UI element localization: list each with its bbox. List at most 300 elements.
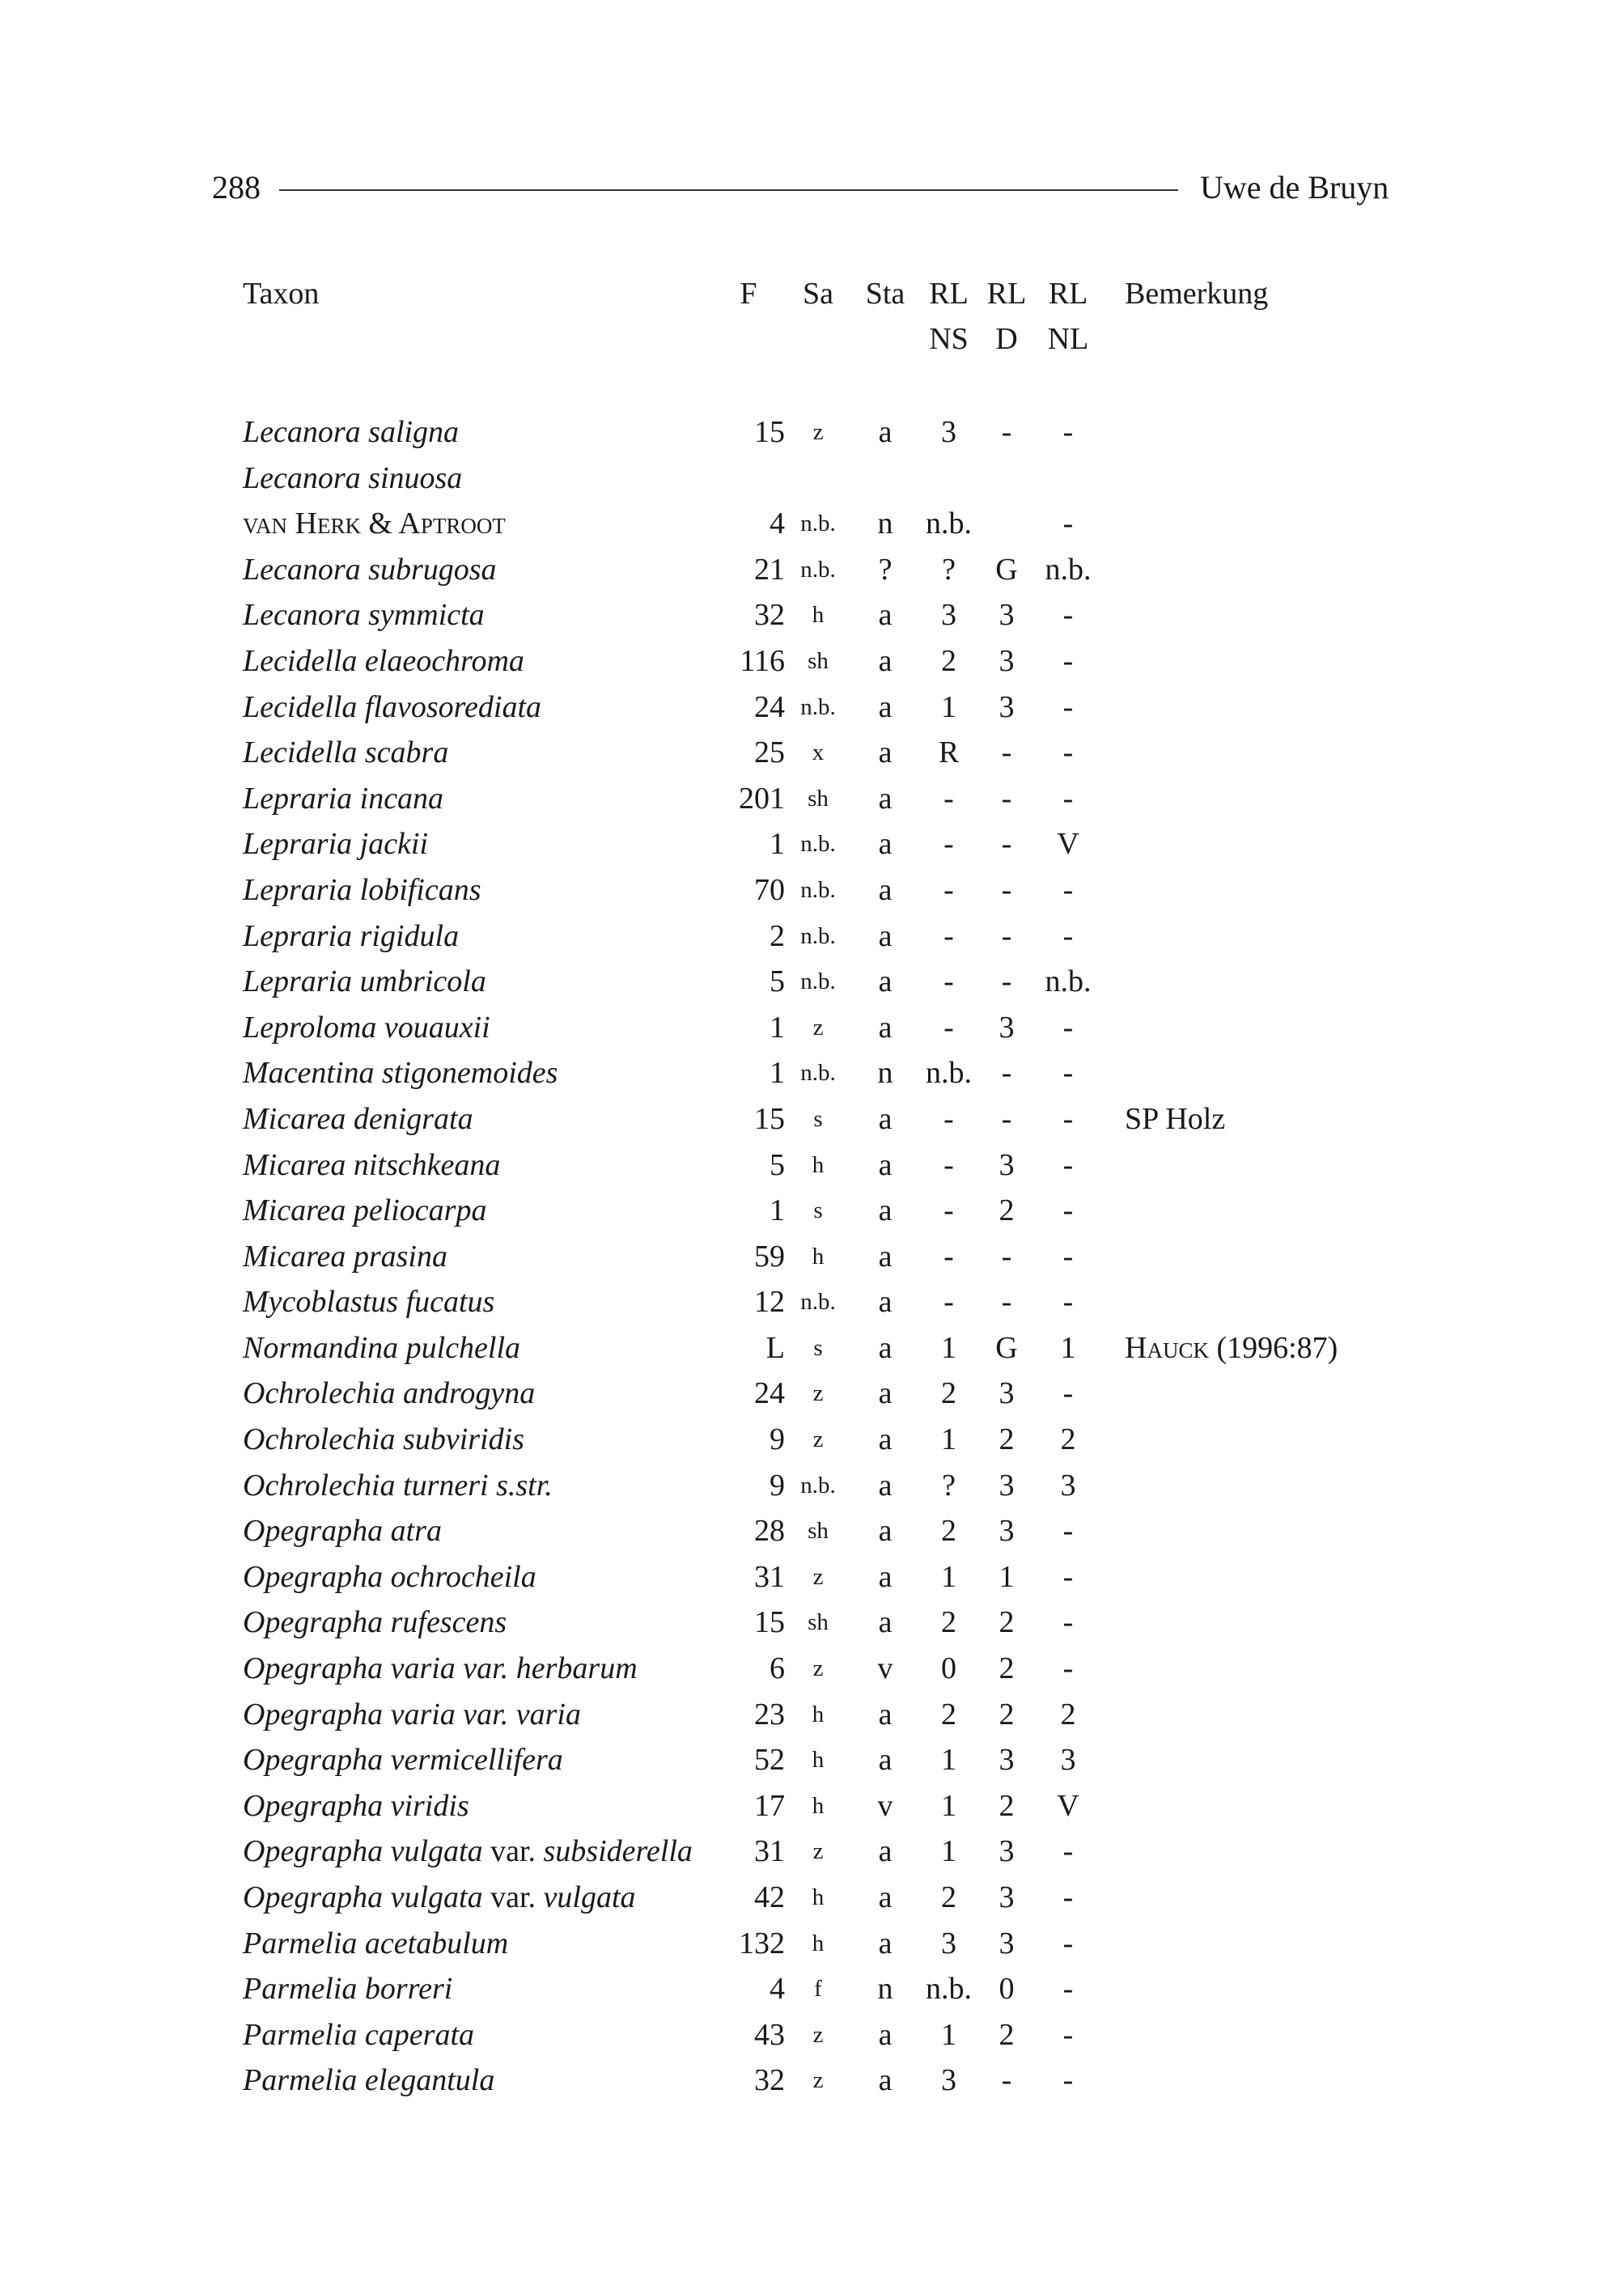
- taxon-name-part: Opegrapha atra: [243, 1514, 442, 1549]
- table-row: [0, 1508, 1624, 1554]
- table-row: [0, 1875, 1624, 1921]
- cell-rl-ns: -: [943, 1010, 954, 1045]
- taxon-name: [243, 1554, 536, 1600]
- cell-sa: h: [812, 1151, 825, 1178]
- taxon-name: [243, 1600, 507, 1646]
- cell-rl-nl: n.b.: [1045, 552, 1092, 587]
- cell-f: 2: [770, 918, 785, 953]
- taxon-name: [243, 1371, 535, 1417]
- cell-sta: a: [878, 964, 893, 999]
- cell-rl-d: -: [1001, 1056, 1012, 1091]
- taxon-name: [243, 1966, 452, 2012]
- cell-f: 1: [770, 1193, 785, 1228]
- taxon-name-part: Lecanora sinuosa: [243, 460, 463, 495]
- cell-rl-d: 3: [999, 689, 1015, 724]
- cell-f: 17: [754, 1788, 785, 1823]
- cell-sta: a: [878, 735, 893, 770]
- cell-rl-d: -: [1001, 918, 1012, 953]
- remark-part: SP Holz: [1125, 1101, 1226, 1136]
- cell-rl-ns: -: [943, 1285, 954, 1320]
- cell-sa: n.b.: [800, 511, 836, 537]
- column-header-f: F: [740, 277, 757, 311]
- cell-rl-nl: -: [1062, 1010, 1074, 1045]
- cell-f: 201: [739, 781, 785, 816]
- cell-rl-d: G: [995, 1330, 1018, 1365]
- table-row: [0, 1005, 1624, 1051]
- cell-sa: sh: [808, 1518, 829, 1545]
- header-rule: [279, 189, 1178, 191]
- cell-f: 21: [754, 552, 785, 587]
- cell-sa: n.b.: [800, 922, 836, 949]
- cell-rl-ns: -: [943, 1239, 954, 1274]
- cell-rl-nl: 2: [1060, 1422, 1076, 1457]
- cell-rl-d: -: [1001, 827, 1012, 862]
- taxon-name-part: Lepraria umbricola: [243, 964, 486, 999]
- table-row: [0, 1463, 1624, 1509]
- taxon-name: [243, 1829, 693, 1875]
- taxon-name-part: Opegrapha rufescens: [243, 1605, 507, 1640]
- taxon-name-part: Parmelia acetabulum: [243, 1926, 509, 1960]
- table-row: [0, 501, 1624, 547]
- cell-sta: n: [877, 1972, 893, 2007]
- table-row: [0, 867, 1624, 913]
- cell-f: 5: [770, 964, 785, 999]
- cell-sa: h: [812, 1792, 825, 1819]
- cell-rl-d: -: [1001, 415, 1012, 449]
- cell-sa: z: [812, 1655, 824, 1682]
- cell-rl-ns: 1: [941, 1330, 956, 1365]
- taxon-name: [243, 1005, 490, 1051]
- cell-rl-nl: -: [1062, 1605, 1074, 1640]
- running-head: Uwe de Bruyn: [1200, 169, 1389, 206]
- taxon-name: [243, 2012, 474, 2058]
- cell-sta: a: [878, 1239, 893, 1274]
- cell-rl-d: -: [1001, 872, 1012, 907]
- cell-rl-nl: -: [1062, 1101, 1074, 1136]
- cell-rl-nl: -: [1062, 1651, 1074, 1686]
- cell-rl-ns: 0: [941, 1651, 956, 1686]
- cell-rl-nl: -: [1062, 689, 1074, 724]
- taxon-name-part: Macentina stigonemoides: [243, 1056, 558, 1091]
- cell-sta: a: [878, 1330, 893, 1365]
- table-row: [0, 730, 1624, 776]
- table-row: [0, 913, 1624, 960]
- taxon-name: [243, 685, 541, 731]
- cell-rl-ns: n.b.: [926, 506, 972, 541]
- taxon-name-part: Lecanora saligna: [243, 415, 460, 449]
- cell-sta: a: [878, 1559, 893, 1594]
- cell-sta: a: [878, 643, 893, 678]
- cell-rl-nl: -: [1062, 1285, 1074, 1320]
- table-row: [0, 1554, 1624, 1600]
- cell-sta: a: [878, 1743, 893, 1778]
- cell-rl-nl: -: [1062, 1056, 1074, 1091]
- cell-rl-d: 2: [999, 1605, 1015, 1640]
- table-row: [0, 1234, 1624, 1280]
- cell-rl-ns: 2: [941, 1514, 956, 1549]
- taxon-name: [243, 776, 443, 822]
- remark: [1125, 1325, 1338, 1371]
- cell-f: 28: [754, 1514, 785, 1549]
- table-row: [0, 1921, 1624, 1967]
- taxon-name: [243, 501, 506, 547]
- cell-rl-nl: 2: [1060, 1697, 1076, 1731]
- cell-rl-nl: n.b.: [1045, 964, 1092, 999]
- taxon-name-part: Ochrolechia androgyna: [243, 1376, 536, 1411]
- taxon-name: [243, 456, 462, 502]
- taxon-name: [243, 1463, 553, 1509]
- table-row: [0, 638, 1624, 685]
- cell-rl-nl: V: [1057, 827, 1079, 862]
- cell-sta: n: [877, 506, 893, 541]
- cell-rl-ns: 2: [941, 1697, 956, 1731]
- cell-f: 12: [754, 1285, 785, 1320]
- cell-sa: h: [812, 1930, 825, 1956]
- cell-rl-ns: R: [938, 735, 960, 770]
- table-row: [0, 409, 1624, 456]
- cell-f: 15: [754, 1101, 785, 1136]
- table-row: [0, 592, 1624, 638]
- cell-rl-d: 3: [999, 1514, 1015, 1549]
- cell-rl-ns: -: [943, 918, 954, 953]
- cell-sa: s: [813, 1105, 823, 1132]
- cell-sa: z: [812, 1014, 824, 1041]
- taxon-name-part: Parmelia caperata: [243, 2017, 475, 2052]
- cell-rl-d: 2: [999, 1697, 1015, 1731]
- cell-rl-nl: -: [1062, 1376, 1074, 1411]
- table-row: [0, 1096, 1624, 1142]
- cell-sa: n.b.: [800, 1060, 836, 1087]
- cell-sta: a: [878, 1193, 893, 1228]
- cell-rl-ns: 2: [941, 1605, 956, 1640]
- taxon-name-part: Lecidella elaeochroma: [243, 643, 524, 678]
- cell-f: 4: [770, 506, 785, 541]
- taxon-name: [243, 1050, 558, 1096]
- table-row: [0, 1050, 1624, 1096]
- cell-sta: a: [878, 1514, 893, 1549]
- table-row: [0, 1600, 1624, 1646]
- taxon-name-part: Lecanora symmicta: [243, 598, 485, 633]
- cell-rl-d: 3: [999, 598, 1015, 633]
- taxon-name-part: Micarea denigrata: [243, 1101, 473, 1136]
- page-number: 288: [212, 169, 261, 206]
- taxon-name-part: Opegrapha vulgata: [243, 1834, 483, 1869]
- cell-sa: sh: [808, 647, 829, 674]
- column-header-rl-d: RL D: [986, 277, 1027, 356]
- cell-f: 43: [754, 2017, 785, 2052]
- cell-f: 1: [770, 1056, 785, 1091]
- cell-rl-nl: -: [1062, 1834, 1074, 1869]
- taxon-name: [243, 592, 485, 638]
- cell-rl-nl: -: [1062, 1514, 1074, 1549]
- cell-rl-nl: 3: [1060, 1743, 1076, 1778]
- cell-sa: z: [812, 1426, 824, 1453]
- cell-f: 52: [754, 1743, 785, 1778]
- cell-rl-ns: 3: [941, 415, 956, 449]
- cell-sta: n: [877, 1056, 893, 1091]
- cell-f: 6: [770, 1651, 785, 1686]
- cell-sa: n.b.: [800, 693, 836, 720]
- cell-sta: a: [878, 827, 893, 862]
- cell-f: 1: [770, 827, 785, 862]
- taxon-name: [243, 1508, 442, 1554]
- taxon-name: [243, 959, 486, 1005]
- cell-sa: n.b.: [800, 556, 836, 583]
- cell-rl-d: G: [995, 552, 1018, 587]
- cell-sta: a: [878, 415, 893, 449]
- cell-rl-d: 3: [999, 1880, 1015, 1914]
- cell-sa: sh: [808, 1609, 829, 1636]
- cell-rl-nl: -: [1062, 415, 1074, 449]
- cell-rl-ns: -: [943, 1101, 954, 1136]
- cell-rl-ns: 3: [941, 598, 956, 633]
- taxon-table: [0, 409, 1624, 2104]
- taxon-name: [243, 867, 481, 913]
- cell-rl-d: 3: [999, 1926, 1015, 1960]
- taxon-name: [243, 1783, 469, 1829]
- cell-rl-nl: -: [1062, 598, 1074, 633]
- cell-rl-nl: -: [1062, 1193, 1074, 1228]
- cell-f: 42: [754, 1880, 785, 1914]
- cell-rl-ns: 2: [941, 1376, 956, 1411]
- taxon-name: [243, 1737, 563, 1783]
- taxon-name: [243, 638, 524, 685]
- cell-sta: a: [878, 1010, 893, 1045]
- cell-rl-d: 3: [999, 643, 1015, 678]
- cell-sa: z: [812, 2021, 824, 2048]
- taxon-name: [243, 1234, 447, 1280]
- remark: [1125, 1096, 1225, 1142]
- cell-rl-d: -: [1001, 735, 1012, 770]
- taxon-name: [243, 1096, 473, 1142]
- cell-rl-ns: -: [943, 1147, 954, 1182]
- cell-sta: a: [878, 1697, 893, 1731]
- table-row: [0, 547, 1624, 593]
- cell-sa: z: [812, 1380, 824, 1407]
- taxon-name-part: Opegrapha ochrocheila: [243, 1559, 536, 1594]
- cell-sta: a: [878, 598, 893, 633]
- cell-sta: a: [878, 1926, 893, 1960]
- cell-sta: a: [878, 1147, 893, 1182]
- cell-rl-d: 2: [999, 1193, 1015, 1228]
- taxon-name: [243, 730, 448, 776]
- taxon-name-part: Ochrolechia subviridis: [243, 1422, 524, 1457]
- taxon-name: [243, 409, 459, 456]
- cell-rl-d: 2: [999, 1788, 1015, 1823]
- taxon-name: [243, 821, 428, 867]
- cell-f: 70: [754, 872, 785, 907]
- cell-sta: a: [878, 1880, 893, 1914]
- cell-rl-d: 3: [999, 1468, 1015, 1503]
- taxon-name: [243, 1188, 486, 1234]
- cell-f: 9: [770, 1468, 785, 1503]
- cell-rl-ns: -: [943, 827, 954, 862]
- table-row: [0, 959, 1624, 1005]
- cell-sta: a: [878, 1101, 893, 1136]
- cell-sta: a: [878, 918, 893, 953]
- cell-sa: s: [813, 1334, 823, 1361]
- cell-sa: h: [812, 1701, 825, 1727]
- cell-sa: f: [814, 1976, 822, 2003]
- taxon-name: [243, 2058, 494, 2104]
- cell-rl-ns: ?: [942, 552, 956, 587]
- cell-sa: n.b.: [800, 831, 836, 858]
- taxon-name-part: var.: [482, 1834, 544, 1869]
- cell-rl-d: -: [1001, 1101, 1012, 1136]
- table-row: [0, 1279, 1624, 1325]
- taxon-name-part: Lecidella flavosorediata: [243, 689, 542, 724]
- cell-rl-nl: -: [1062, 1880, 1074, 1914]
- cell-sta: a: [878, 1285, 893, 1320]
- cell-rl-nl: -: [1062, 643, 1074, 678]
- cell-sa: sh: [808, 785, 829, 812]
- page-header: [0, 160, 1624, 209]
- cell-rl-nl: -: [1062, 2017, 1074, 2052]
- cell-rl-ns: 3: [941, 2063, 956, 2098]
- cell-sta: v: [877, 1651, 893, 1686]
- cell-rl-ns: 2: [941, 643, 956, 678]
- column-header-rl-nl: RL NL: [1047, 277, 1089, 356]
- taxon-name-part: var.: [482, 1880, 544, 1914]
- table-row: [0, 1829, 1624, 1875]
- cell-rl-nl: 3: [1060, 1468, 1076, 1503]
- cell-rl-d: -: [1001, 964, 1012, 999]
- cell-rl-nl: -: [1062, 1239, 1074, 1274]
- table-row: [0, 456, 1624, 502]
- taxon-name-part: Opegrapha vulgata: [243, 1880, 483, 1914]
- cell-f: 4: [770, 1972, 785, 2007]
- table-row: [0, 1966, 1624, 2012]
- cell-rl-d: -: [1001, 2063, 1012, 2098]
- taxon-name-part: Micarea nitschkeana: [243, 1147, 501, 1182]
- taxon-name-part: Parmelia elegantula: [243, 2063, 495, 2098]
- table-row: [0, 1325, 1624, 1371]
- table-row: [0, 1646, 1624, 1692]
- cell-rl-ns: 1: [941, 2017, 956, 2052]
- taxon-name-part: Micarea prasina: [243, 1239, 447, 1274]
- taxon-name: [243, 1142, 500, 1189]
- remark-part: Hauck: [1125, 1330, 1209, 1365]
- cell-rl-ns: -: [943, 1193, 954, 1228]
- cell-f: 25: [754, 735, 785, 770]
- cell-rl-ns: -: [943, 964, 954, 999]
- cell-rl-ns: 1: [941, 1559, 956, 1594]
- taxon-name-part: Normandina pulchella: [243, 1330, 521, 1365]
- table-row: [0, 776, 1624, 822]
- cell-rl-nl: -: [1062, 1559, 1074, 1594]
- column-header-remark: Bemerkung: [1125, 277, 1269, 311]
- cell-rl-ns: 1: [941, 689, 956, 724]
- column-header-sta: Sta: [865, 277, 905, 311]
- cell-rl-nl: -: [1062, 735, 1074, 770]
- cell-rl-nl: -: [1062, 781, 1074, 816]
- cell-f: 24: [754, 689, 785, 724]
- cell-rl-d: 2: [999, 1651, 1015, 1686]
- cell-f: 9: [770, 1422, 785, 1457]
- table-row: [0, 1371, 1624, 1417]
- cell-sta: a: [878, 2017, 893, 2052]
- taxon-name-part: Lepraria rigidula: [243, 918, 460, 953]
- cell-sa: n.b.: [800, 876, 836, 903]
- cell-f: 1: [770, 1010, 785, 1045]
- cell-rl-d: -: [1001, 781, 1012, 816]
- cell-rl-d: 3: [999, 1010, 1015, 1045]
- column-header-taxon: Taxon: [243, 277, 320, 311]
- table-row: [0, 1188, 1624, 1234]
- cell-rl-d: -: [1001, 1239, 1012, 1274]
- cell-rl-nl: -: [1062, 872, 1074, 907]
- cell-rl-d: -: [1001, 1285, 1012, 1320]
- cell-sa: s: [813, 1197, 823, 1224]
- table-row: [0, 2058, 1624, 2104]
- cell-rl-d: 3: [999, 1743, 1015, 1778]
- taxon-name-part: Opegrapha vermicellifera: [243, 1743, 563, 1778]
- cell-rl-nl: V: [1057, 1788, 1079, 1823]
- cell-rl-d: 3: [999, 1376, 1015, 1411]
- taxon-name: [243, 1279, 494, 1325]
- cell-sta: a: [878, 872, 893, 907]
- cell-rl-nl: -: [1062, 1926, 1074, 1960]
- taxon-name-part: Opegrapha varia var. herbarum: [243, 1651, 638, 1686]
- cell-f: 32: [754, 2063, 785, 2098]
- taxon-name-part: Opegrapha varia var. varia: [243, 1697, 581, 1731]
- taxon-name-part: subsiderella: [543, 1834, 693, 1869]
- cell-sa: n.b.: [800, 1289, 836, 1316]
- taxon-name-part: vulgata: [543, 1880, 636, 1914]
- cell-sa: z: [812, 2067, 824, 2094]
- taxon-name: [243, 913, 459, 960]
- taxon-name: [243, 1417, 524, 1463]
- cell-rl-ns: -: [943, 781, 954, 816]
- cell-rl-d: 2: [999, 2017, 1015, 2052]
- cell-sta: a: [878, 2063, 893, 2098]
- cell-rl-ns: 1: [941, 1743, 956, 1778]
- taxon-name-part: Parmelia borreri: [243, 1972, 453, 2007]
- cell-rl-nl: -: [1062, 918, 1074, 953]
- cell-sta: a: [878, 1376, 893, 1411]
- cell-f: 5: [770, 1147, 785, 1182]
- cell-rl-d: 3: [999, 1834, 1015, 1869]
- cell-sa: h: [812, 1884, 825, 1910]
- table-row: [0, 1692, 1624, 1738]
- table-row: [0, 821, 1624, 867]
- cell-sta: a: [878, 1468, 893, 1503]
- cell-f: 31: [754, 1559, 785, 1594]
- table-row: [0, 685, 1624, 731]
- cell-rl-d: 1: [999, 1559, 1015, 1594]
- cell-f: 15: [754, 1605, 785, 1640]
- cell-sa: h: [812, 602, 825, 629]
- taxon-name: [243, 1921, 508, 1967]
- cell-f: 31: [754, 1834, 785, 1869]
- taxon-name-part: Mycoblastus fucatus: [243, 1285, 495, 1320]
- cell-f: L: [765, 1330, 785, 1365]
- column-header-sa: Sa: [803, 277, 833, 311]
- table-row: [0, 2012, 1624, 2058]
- column-header-rl-ns: RL NS: [929, 277, 969, 356]
- cell-sa: z: [812, 1838, 824, 1865]
- taxon-name-part: Lepraria incana: [243, 781, 444, 816]
- cell-sa: z: [812, 1563, 824, 1590]
- taxon-name: [243, 1875, 636, 1921]
- cell-f: 59: [754, 1239, 785, 1274]
- cell-sta: v: [877, 1788, 893, 1823]
- cell-rl-ns: n.b.: [926, 1056, 972, 1091]
- cell-rl-ns: 1: [941, 1834, 956, 1869]
- cell-rl-ns: 3: [941, 1926, 956, 1960]
- taxon-name-part: Micarea peliocarpa: [243, 1193, 487, 1228]
- cell-sta: a: [878, 1834, 893, 1869]
